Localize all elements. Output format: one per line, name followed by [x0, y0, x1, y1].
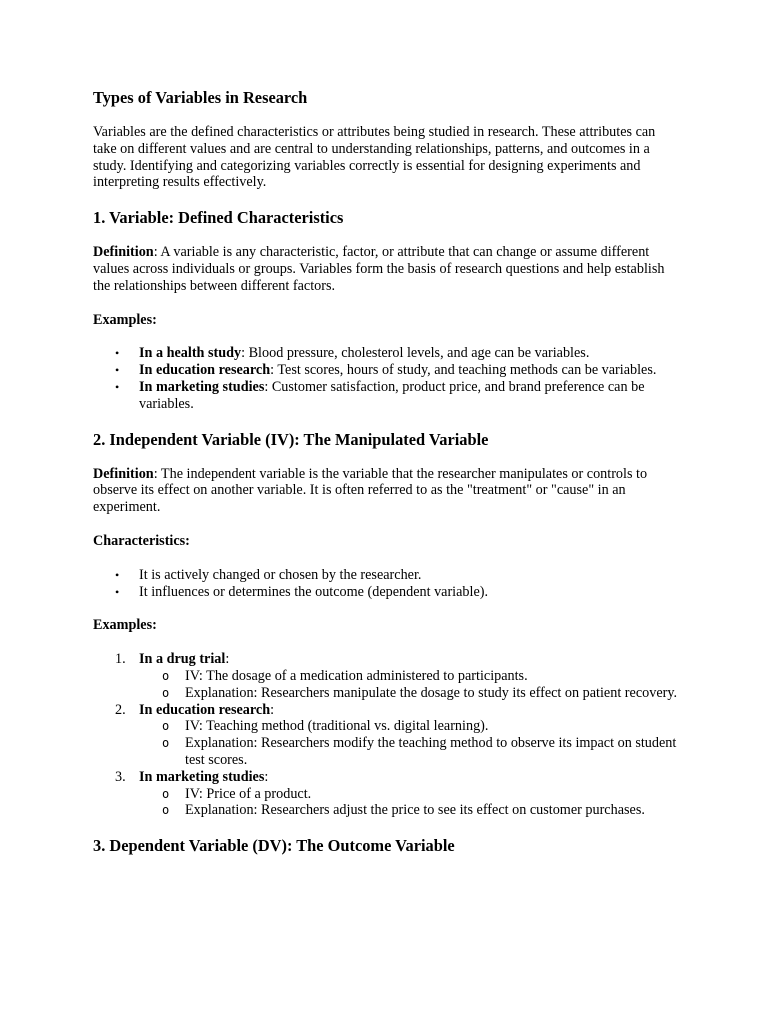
example-text: : [225, 651, 230, 668]
list-item [115, 566, 678, 584]
example-text: : Customer satisfaction, product price, and brand preference can be variables. [139, 378, 645, 412]
example-text: : [270, 701, 275, 718]
examples-label: Examples: [93, 617, 157, 634]
characteristics-list [93, 567, 678, 601]
sub-item-text: Explanation: Researchers manipulate the dosage to study its effect on patient recovery. [185, 684, 678, 701]
definition-paragraph [93, 244, 678, 294]
list-item [115, 768, 678, 819]
sub-bullet-marker: o [162, 786, 170, 801]
section-heading-variable: 1. Variable: Defined Characteristics [93, 208, 344, 228]
sub-bullet-marker: o [162, 685, 170, 700]
numbered-examples-list [93, 651, 678, 819]
sub-item-text: IV: Price of a product. [185, 785, 312, 802]
bullet-marker: • [115, 346, 120, 361]
sub-list [139, 786, 678, 820]
list-item [115, 362, 678, 379]
section-heading-independent-variable: 2. Independent Variable (IV): The Manipulated Variable [93, 429, 489, 449]
list-item [115, 378, 678, 413]
definition-text: : A variable is any characteristic, factor, or attribute that can change or assume different values across individuals or groups. Variables form the basis of research questions and help establish the relationships between different factors. [93, 244, 665, 294]
characteristics-label: Characteristics: [93, 532, 190, 549]
bullet-marker: • [115, 379, 120, 394]
example-text: : Test scores, hours of study, and teaching methods can be variables. [270, 362, 657, 379]
sub-item-text: IV: The dosage of a medication administered to participants. [185, 667, 528, 684]
sub-list [139, 718, 678, 768]
bullet-marker: • [115, 584, 120, 599]
list-item [115, 345, 678, 362]
bullet-marker: • [115, 567, 120, 582]
sub-list [139, 668, 678, 702]
list-number: 2. [115, 701, 126, 718]
examples-label: Examples: [93, 311, 157, 328]
bullet-marker: • [115, 363, 120, 378]
characteristic-text: It is actively changed or chosen by the researcher. [139, 566, 422, 583]
characteristic-text: It influences or determines the outcome (dependent variable). [139, 583, 489, 600]
definition-paragraph [93, 466, 678, 516]
example-context: In education research [139, 701, 271, 718]
example-context: In a drug trial [139, 651, 226, 668]
example-context: In marketing studies [139, 378, 265, 395]
list-item [115, 583, 678, 601]
list-item [115, 651, 678, 701]
intro-paragraph: Variables are the defined characteristics or attributes being studied in research. These attributes can take on different values and are central to understanding relationships, patterns, and outcomes in a study. Identifying and categorizing variables correctly is essential for designing experiments and interpreting results effectively. [93, 124, 656, 191]
examples-list [93, 345, 678, 412]
definition-label: Definition [93, 244, 154, 261]
sub-list-item [162, 785, 678, 803]
sub-bullet-marker: o [162, 668, 170, 683]
example-context: In marketing studies [139, 768, 265, 785]
list-item [115, 701, 678, 769]
section-heading-dependent-variable: 3. Dependent Variable (DV): The Outcome Variable [93, 836, 455, 856]
sub-bullet-marker: o [162, 803, 170, 818]
sub-item-text: IV: Teaching method (traditional vs. digital learning). [185, 718, 489, 735]
example-text: : [264, 768, 269, 785]
example-text: : Blood pressure, cholesterol levels, and age can be variables. [241, 345, 590, 362]
example-context: In education research [139, 362, 271, 379]
sub-list-item [162, 667, 678, 685]
sub-bullet-marker: o [162, 736, 170, 751]
sub-item-text: Explanation: Researchers modify the teaching method to observe its impact on student test scores. [185, 735, 677, 768]
list-number: 1. [115, 651, 126, 668]
example-context: In a health study [139, 345, 242, 362]
list-number: 3. [115, 768, 126, 785]
sub-bullet-marker: o [162, 719, 170, 734]
sub-list-item [162, 684, 678, 702]
sub-list-item [162, 718, 678, 735]
definition-text: : The independent variable is the variable that the researcher manipulates or controls to observe its effect on another variable. It is often referred to as the "treatment" or "cause" in an experiment. [93, 465, 648, 516]
document-title: Types of Variables in Research [93, 88, 308, 107]
sub-list-item [162, 735, 678, 769]
sub-list-item [162, 802, 678, 819]
definition-label: Definition [93, 465, 154, 482]
sub-item-text: Explanation: Researchers adjust the price to see its effect on customer purchases. [185, 802, 645, 819]
